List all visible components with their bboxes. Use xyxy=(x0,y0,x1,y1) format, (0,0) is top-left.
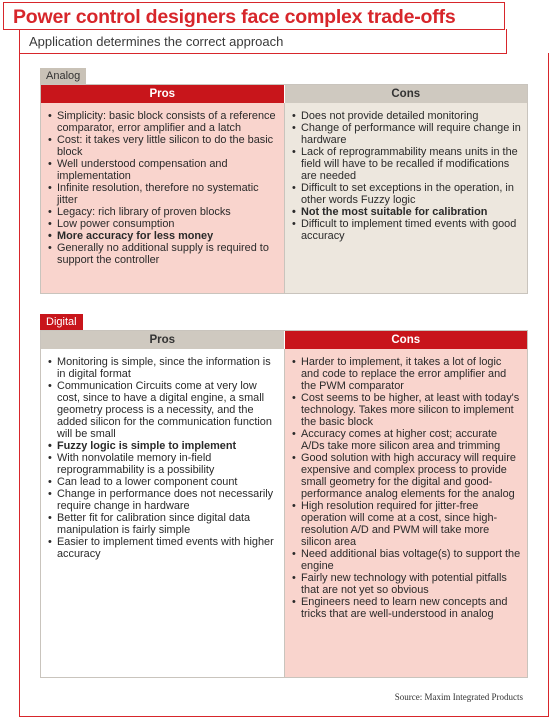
digital-pros-column xyxy=(41,349,284,677)
digital-pros-item: • Change in performance does not necessarily require change in hardware xyxy=(47,488,279,512)
analog-pros-column xyxy=(41,103,284,293)
digital-pros-item: • Better fit for calibration since digital data manipulation is fairly simple xyxy=(47,512,279,536)
analog-pros-item: • Cost: it takes very little silicon to do the basic block xyxy=(47,134,279,158)
analog-cons-header: Cons xyxy=(284,85,528,103)
digital-cons-item: • Cost seems to be higher, at least with today's technology. Takes more silicon to implement the basic block xyxy=(291,392,522,428)
analog-cons-item: • Change of performance will require change in hardware xyxy=(291,122,522,146)
analog-pros-item: • More accuracy for less money xyxy=(47,230,279,242)
analog-cons-item: • Difficult to set exceptions in the operation, in other words Fuzzy logic xyxy=(291,182,522,206)
digital-pros-list xyxy=(47,356,279,560)
page-subtitle: Application determines the correct approach xyxy=(29,34,284,49)
analog-pros-item: • Low power consumption xyxy=(47,218,279,230)
analog-cons-column xyxy=(284,103,527,293)
digital-cons-item: • Engineers need to learn new concepts and tricks that are well-understood in analog xyxy=(291,596,522,620)
source-credit: Source: Maxim Integrated Products xyxy=(394,692,523,702)
analog-pros-header: Pros xyxy=(41,85,284,103)
digital-header-row xyxy=(41,331,527,349)
digital-cons-item: • High resolution required for jitter-free operation will come at a cost, since high-resolution A/D and PWM will take more silicon area xyxy=(291,500,522,548)
analog-cons-item: • Does not provide detailed monitoring xyxy=(291,110,522,122)
analog-table xyxy=(40,84,528,294)
analog-header-row xyxy=(41,85,527,103)
subtitle-box xyxy=(19,29,507,54)
digital-cons-item: • Good solution with high accuracy will require expensive and complex process to provide small geometry for the digital and good-performance analog elements for the analog xyxy=(291,452,522,500)
digital-pros-item: • Fuzzy logic is simple to implement xyxy=(47,440,279,452)
analog-tag: Analog xyxy=(40,68,86,84)
analog-pros-item: • Simplicity: basic block consists of a reference comparator, error amplifier and a latch xyxy=(47,110,279,134)
analog-cons-item: • Not the most suitable for calibration xyxy=(291,206,522,218)
digital-cons-header: Cons xyxy=(284,331,528,349)
title-box xyxy=(3,2,505,30)
analog-pros-item: • Legacy: rich library of proven blocks xyxy=(47,206,279,218)
analog-pros-item: • Infinite resolution, therefore no systematic jitter xyxy=(47,182,279,206)
digital-cons-item: • Fairly new technology with potential pitfalls that are not yet so obvious xyxy=(291,572,522,596)
page-title: Power control designers face complex trade-offs xyxy=(13,6,456,28)
digital-cons-item: • Accuracy comes at higher cost; accurate A/Ds take more silicon area and trimming xyxy=(291,428,522,452)
digital-pros-item: • Monitoring is simple, since the information is in digital format xyxy=(47,356,279,380)
digital-tag: Digital xyxy=(40,314,83,330)
digital-pros-item: • Easier to implement timed events with higher accuracy xyxy=(47,536,279,560)
digital-pros-item: • Communication Circuits come at very low cost, since to have a digital engine, a small geometry process is a necessity, and the added silicon for the communication function will be small xyxy=(47,380,279,440)
digital-pros-item: • Can lead to a lower component count xyxy=(47,476,279,488)
digital-table xyxy=(40,330,528,678)
digital-pros-header: Pros xyxy=(41,331,284,349)
analog-cons-item: • Difficult to implement timed events with good accuracy xyxy=(291,218,522,242)
digital-pros-item: • With nonvolatile memory in-field reprogrammability is a possibility xyxy=(47,452,279,476)
analog-cons-list xyxy=(291,110,522,242)
digital-cons-column xyxy=(284,349,527,677)
digital-cons-list xyxy=(291,356,522,620)
analog-pros-list xyxy=(47,110,279,266)
digital-cons-item: • Harder to implement, it takes a lot of logic and code to replace the error amplifier and the PWM comparator xyxy=(291,356,522,392)
digital-cons-item: • Need additional bias voltage(s) to support the engine xyxy=(291,548,522,572)
analog-cons-item: • Lack of reprogrammability means units in the field will have to be recalled if modifications are needed xyxy=(291,146,522,182)
analog-pros-item: • Well understood compensation and implementation xyxy=(47,158,279,182)
analog-pros-item: • Generally no additional supply is required to support the controller xyxy=(47,242,279,266)
